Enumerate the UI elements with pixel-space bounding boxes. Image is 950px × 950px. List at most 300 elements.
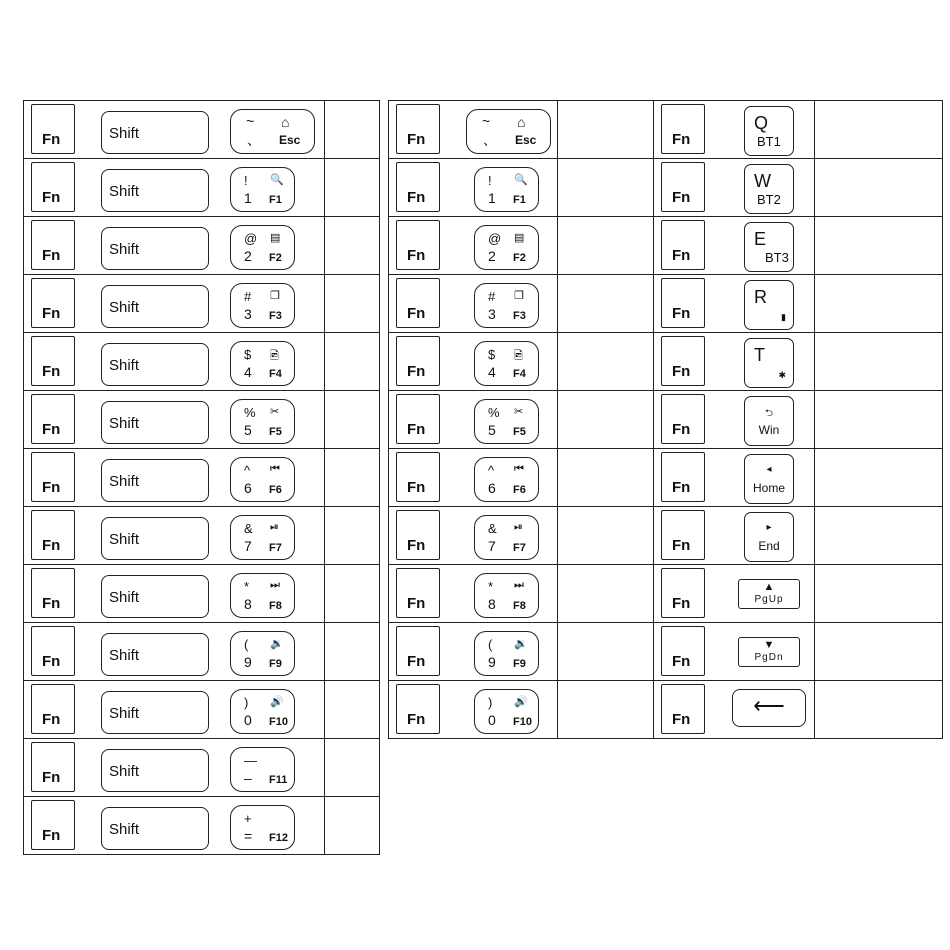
key-digit: 7 bbox=[488, 538, 496, 554]
result-cell bbox=[815, 681, 943, 739]
volume-down-icon: 🔉 bbox=[270, 638, 284, 650]
fn-label: Fn bbox=[42, 421, 61, 438]
page-down-key bbox=[738, 637, 800, 667]
fn-label: Fn bbox=[407, 363, 426, 380]
backtick-symbol: 、 bbox=[247, 132, 261, 148]
function-label: F5 bbox=[269, 426, 282, 438]
fn-key bbox=[31, 104, 75, 154]
fn-label: Fn bbox=[672, 421, 691, 438]
battery-icon: ▮ bbox=[781, 312, 786, 322]
select-all-icon: ▤ bbox=[514, 232, 525, 244]
combo-cell bbox=[654, 275, 815, 333]
left-combo-table bbox=[23, 100, 380, 855]
number-key-4 bbox=[230, 341, 295, 386]
win-label: Win bbox=[758, 423, 780, 437]
key-symbol: @ bbox=[244, 231, 258, 246]
key-letter: R bbox=[754, 287, 767, 307]
combo-cell bbox=[654, 449, 815, 507]
r-key bbox=[744, 280, 794, 330]
result-cell bbox=[325, 623, 380, 681]
result-cell bbox=[815, 101, 943, 159]
combo-cell bbox=[24, 507, 325, 565]
number-key-0 bbox=[474, 689, 539, 734]
combo-cell bbox=[24, 101, 325, 159]
right-combo-table bbox=[388, 100, 943, 739]
fn-label: Fn bbox=[407, 247, 426, 264]
key-symbol: ^ bbox=[488, 463, 495, 478]
combo-row bbox=[24, 391, 380, 449]
function-label: F9 bbox=[513, 658, 526, 670]
combo-row bbox=[389, 565, 943, 623]
key-symbol: ) bbox=[488, 695, 493, 710]
combo-cell bbox=[24, 449, 325, 507]
function-label: F3 bbox=[513, 310, 526, 322]
key-digit: 6 bbox=[244, 480, 252, 496]
function-label: F2 bbox=[269, 252, 282, 264]
number-key-5 bbox=[474, 399, 539, 444]
combo-cell bbox=[654, 159, 815, 217]
fn-key bbox=[661, 336, 705, 386]
key-letter: W bbox=[754, 171, 771, 191]
bt3-label: BT3 bbox=[765, 250, 789, 265]
t-key bbox=[744, 338, 794, 388]
shift-key bbox=[101, 691, 209, 734]
fn-label: Fn bbox=[407, 131, 426, 148]
fn-key bbox=[661, 452, 705, 502]
fn-key bbox=[31, 452, 75, 502]
function-label: F2 bbox=[513, 252, 526, 264]
combo-row bbox=[24, 333, 380, 391]
combo-cell bbox=[24, 565, 325, 623]
fn-label: Fn bbox=[407, 711, 426, 728]
result-cell bbox=[325, 391, 380, 449]
result-cell bbox=[325, 565, 380, 623]
right-arrow-icon: ▸ bbox=[766, 522, 772, 533]
combo-cell bbox=[24, 681, 325, 739]
combo-cell bbox=[24, 391, 325, 449]
shift-label: Shift bbox=[109, 705, 140, 722]
combo-cell bbox=[389, 101, 558, 159]
key-symbol: $ bbox=[244, 347, 252, 362]
key-symbol: ! bbox=[244, 173, 248, 188]
combo-row bbox=[24, 449, 380, 507]
combo-row bbox=[24, 159, 380, 217]
combo-row bbox=[389, 217, 943, 275]
result-cell bbox=[815, 565, 943, 623]
function-label: F1 bbox=[269, 194, 282, 206]
key-digit: 4 bbox=[244, 364, 252, 380]
result-cell bbox=[815, 275, 943, 333]
fn-key bbox=[31, 510, 75, 560]
combo-cell bbox=[654, 623, 815, 681]
result-cell bbox=[558, 623, 654, 681]
function-label: F6 bbox=[513, 484, 526, 496]
combo-cell bbox=[389, 681, 558, 739]
fn-key bbox=[31, 278, 75, 328]
key-letter: Q bbox=[754, 113, 769, 133]
combo-row bbox=[389, 391, 943, 449]
number-key-2 bbox=[474, 225, 539, 270]
combo-cell bbox=[654, 101, 815, 159]
number-key-0 bbox=[230, 689, 295, 734]
fn-label: Fn bbox=[407, 479, 426, 496]
shift-label: Shift bbox=[109, 183, 140, 200]
fn-key bbox=[661, 278, 705, 328]
result-cell bbox=[815, 507, 943, 565]
key-symbol: — bbox=[244, 753, 257, 768]
shift-key bbox=[101, 169, 209, 212]
home-icon: ⌂ bbox=[281, 114, 290, 130]
bluetooth-icon: ✱ bbox=[778, 370, 786, 380]
shift-key bbox=[101, 749, 209, 792]
result-cell bbox=[558, 507, 654, 565]
result-cell bbox=[815, 217, 943, 275]
fn-label: Fn bbox=[407, 421, 426, 438]
key-digit: 5 bbox=[488, 422, 496, 438]
shift-label: Shift bbox=[109, 647, 140, 664]
shift-key bbox=[101, 285, 209, 328]
key-letter: E bbox=[754, 229, 767, 249]
key-digit: 8 bbox=[244, 596, 252, 612]
fn-label: Fn bbox=[42, 363, 61, 380]
result-cell bbox=[325, 739, 380, 797]
number-key-7 bbox=[474, 515, 539, 560]
combo-cell bbox=[654, 217, 815, 275]
key-symbol: $ bbox=[488, 347, 496, 362]
combo-cell bbox=[389, 333, 558, 391]
function-label: F12 bbox=[269, 832, 288, 844]
key-digit: – bbox=[244, 770, 252, 786]
w-key bbox=[744, 164, 794, 214]
number-key-2 bbox=[230, 225, 295, 270]
fn-label: Fn bbox=[672, 595, 691, 612]
number-key-3 bbox=[474, 283, 539, 328]
fn-key bbox=[661, 626, 705, 676]
fn-label: Fn bbox=[407, 595, 426, 612]
fn-label: Fn bbox=[42, 131, 61, 148]
result-cell bbox=[558, 159, 654, 217]
volume-up-icon: 🔊 bbox=[270, 696, 284, 708]
key-symbol: ) bbox=[244, 695, 249, 710]
combo-row bbox=[24, 565, 380, 623]
shift-label: Shift bbox=[109, 241, 140, 258]
shift-key bbox=[101, 633, 209, 676]
key-symbol: # bbox=[488, 289, 496, 304]
result-cell bbox=[558, 217, 654, 275]
function-label: F8 bbox=[269, 600, 282, 612]
fn-label: Fn bbox=[42, 479, 61, 496]
esc-label: Esc bbox=[515, 133, 537, 147]
key-symbol: & bbox=[488, 521, 497, 536]
fn-key bbox=[396, 394, 440, 444]
function-label: F7 bbox=[269, 542, 282, 554]
fn-key bbox=[396, 278, 440, 328]
key-symbol: & bbox=[244, 521, 253, 536]
function-label: F1 bbox=[513, 194, 526, 206]
key-digit: 0 bbox=[488, 712, 496, 728]
fn-label: Fn bbox=[672, 189, 691, 206]
fn-label: Fn bbox=[672, 247, 691, 264]
function-label: F5 bbox=[513, 426, 526, 438]
shift-label: Shift bbox=[109, 531, 140, 548]
combo-cell bbox=[389, 623, 558, 681]
fn-key bbox=[396, 568, 440, 618]
function-label: F10 bbox=[513, 716, 532, 728]
combo-row bbox=[24, 797, 380, 855]
play-pause-icon: ⏯ bbox=[514, 521, 523, 533]
function-label: F6 bbox=[269, 484, 282, 496]
key-digit: 5 bbox=[244, 422, 252, 438]
key-symbol: ^ bbox=[244, 463, 251, 478]
fn-label: Fn bbox=[42, 247, 61, 264]
function-label: F9 bbox=[269, 658, 282, 670]
bt2-label: BT2 bbox=[757, 192, 781, 207]
combo-cell bbox=[389, 507, 558, 565]
shift-key bbox=[101, 401, 209, 444]
number-key-5 bbox=[230, 399, 295, 444]
key-symbol: ( bbox=[244, 637, 249, 652]
scissors-icon: ✂ bbox=[514, 406, 524, 418]
result-cell bbox=[815, 449, 943, 507]
combo-cell bbox=[24, 797, 325, 855]
result-cell bbox=[558, 101, 654, 159]
combo-cell bbox=[24, 217, 325, 275]
fn-label: Fn bbox=[42, 537, 61, 554]
end-label: End bbox=[758, 539, 780, 553]
next-track-icon: ⏭ bbox=[514, 579, 524, 591]
shift-key bbox=[101, 111, 209, 154]
result-cell bbox=[325, 507, 380, 565]
fn-label: Fn bbox=[672, 131, 691, 148]
function-label: F8 bbox=[513, 600, 526, 612]
combo-cell bbox=[24, 275, 325, 333]
key-symbol: % bbox=[244, 405, 256, 420]
combo-cell bbox=[654, 391, 815, 449]
home-icon: ⌂ bbox=[517, 114, 526, 130]
pgdn-label: PgDn bbox=[754, 652, 784, 663]
function-label: F4 bbox=[513, 368, 526, 380]
result-cell bbox=[558, 681, 654, 739]
number-key-9 bbox=[230, 631, 295, 676]
previous-track-icon: ⏮ bbox=[270, 463, 280, 475]
combo-cell bbox=[24, 333, 325, 391]
combo-row bbox=[24, 681, 380, 739]
result-cell bbox=[815, 623, 943, 681]
shift-label: Shift bbox=[109, 299, 140, 316]
result-cell bbox=[558, 391, 654, 449]
tilde-symbol: ~ bbox=[482, 113, 491, 129]
previous-track-icon: ⏮ bbox=[514, 463, 524, 475]
number-key-3 bbox=[230, 283, 295, 328]
result-cell bbox=[325, 275, 380, 333]
number-key-8 bbox=[230, 573, 295, 618]
up-arrow-icon: ▲ bbox=[763, 581, 775, 593]
tilde-symbol: ~ bbox=[246, 113, 255, 129]
fn-key bbox=[661, 684, 705, 734]
key-digit: 2 bbox=[244, 248, 252, 264]
function-label: F4 bbox=[269, 368, 282, 380]
shift-label: Shift bbox=[109, 589, 140, 606]
shift-key bbox=[101, 459, 209, 502]
key-digit: = bbox=[244, 828, 253, 844]
combo-row bbox=[24, 739, 380, 797]
number-key-1 bbox=[230, 167, 295, 212]
fn-label: Fn bbox=[672, 363, 691, 380]
q-key bbox=[744, 106, 794, 156]
result-cell bbox=[325, 333, 380, 391]
combo-row bbox=[24, 275, 380, 333]
result-cell bbox=[325, 101, 380, 159]
fn-key bbox=[31, 336, 75, 386]
fn-label: Fn bbox=[672, 479, 691, 496]
shift-key bbox=[101, 343, 209, 386]
shift-label: Shift bbox=[109, 357, 140, 374]
function-label: F3 bbox=[269, 310, 282, 322]
shift-label: Shift bbox=[109, 473, 140, 490]
result-cell bbox=[815, 159, 943, 217]
key-digit: 6 bbox=[488, 480, 496, 496]
key-digit: 0 bbox=[244, 712, 252, 728]
esc-key bbox=[466, 109, 551, 154]
search-icon: 🔍 bbox=[270, 174, 284, 186]
combo-row bbox=[389, 101, 943, 159]
pgup-label: PgUp bbox=[754, 594, 784, 605]
fn-label: Fn bbox=[407, 305, 426, 322]
fn-label: Fn bbox=[42, 827, 61, 844]
fn-key bbox=[396, 220, 440, 270]
combo-cell bbox=[24, 623, 325, 681]
key-digit: 1 bbox=[244, 190, 252, 206]
combo-row bbox=[389, 449, 943, 507]
bt1-label: BT1 bbox=[757, 134, 781, 149]
number-key-7 bbox=[230, 515, 295, 560]
return-arrow-icon: ⮌ bbox=[764, 408, 773, 419]
key-digit: 4 bbox=[488, 364, 496, 380]
shift-label: Shift bbox=[109, 821, 140, 838]
win-key bbox=[744, 396, 794, 446]
search-icon: 🔍 bbox=[514, 174, 528, 186]
backspace-arrow-icon: ⟵ bbox=[753, 693, 785, 718]
fn-label: Fn bbox=[672, 653, 691, 670]
play-pause-icon: ⏯ bbox=[270, 521, 279, 533]
combo-cell bbox=[389, 159, 558, 217]
fn-label: Fn bbox=[407, 537, 426, 554]
combo-cell bbox=[389, 449, 558, 507]
combo-cell bbox=[24, 739, 325, 797]
number-key-4 bbox=[474, 341, 539, 386]
key-symbol: * bbox=[488, 579, 494, 594]
fn-key bbox=[31, 162, 75, 212]
equals-key bbox=[230, 805, 295, 850]
fn-label: Fn bbox=[672, 711, 691, 728]
key-digit: 3 bbox=[488, 306, 496, 322]
combo-row bbox=[389, 333, 943, 391]
key-symbol: ( bbox=[488, 637, 493, 652]
page-up-key bbox=[738, 579, 800, 609]
fn-label: Fn bbox=[672, 537, 691, 554]
number-key-8 bbox=[474, 573, 539, 618]
fn-key bbox=[31, 742, 75, 792]
key-symbol: * bbox=[244, 579, 250, 594]
esc-label: Esc bbox=[279, 133, 301, 147]
fn-label: Fn bbox=[407, 189, 426, 206]
fn-label: Fn bbox=[42, 711, 61, 728]
fn-label: Fn bbox=[42, 769, 61, 786]
combo-row bbox=[24, 101, 380, 159]
backtick-symbol: 、 bbox=[483, 132, 497, 148]
key-symbol: + bbox=[244, 811, 252, 826]
key-digit: 7 bbox=[244, 538, 252, 554]
number-key-6 bbox=[230, 457, 295, 502]
fn-label: Fn bbox=[42, 653, 61, 670]
key-digit: 9 bbox=[244, 654, 252, 670]
fn-key bbox=[396, 684, 440, 734]
fn-key bbox=[31, 568, 75, 618]
fn-label: Fn bbox=[42, 189, 61, 206]
combo-cell bbox=[24, 159, 325, 217]
fn-key bbox=[31, 220, 75, 270]
result-cell bbox=[815, 333, 943, 391]
fn-key bbox=[396, 452, 440, 502]
e-key bbox=[744, 222, 794, 272]
combo-row bbox=[389, 623, 943, 681]
key-digit: 8 bbox=[488, 596, 496, 612]
fn-label: Fn bbox=[42, 595, 61, 612]
combo-cell bbox=[654, 681, 815, 739]
shift-key bbox=[101, 227, 209, 270]
result-cell bbox=[558, 333, 654, 391]
minus-key bbox=[230, 747, 295, 792]
home-label: Home bbox=[752, 481, 785, 495]
copy-icon: ❐ bbox=[514, 290, 524, 302]
fn-key bbox=[661, 162, 705, 212]
result-cell bbox=[558, 565, 654, 623]
shift-label: Shift bbox=[109, 415, 140, 432]
result-cell bbox=[815, 391, 943, 449]
combo-row bbox=[389, 159, 943, 217]
result-cell bbox=[325, 217, 380, 275]
fn-key bbox=[661, 220, 705, 270]
shift-key bbox=[101, 575, 209, 618]
fn-key bbox=[396, 162, 440, 212]
backspace-key bbox=[732, 689, 806, 727]
function-label: F11 bbox=[269, 774, 288, 786]
fn-label: Fn bbox=[42, 305, 61, 322]
down-arrow-icon: ▼ bbox=[763, 639, 775, 651]
fn-key bbox=[396, 626, 440, 676]
combo-row bbox=[389, 681, 943, 739]
fn-key bbox=[661, 568, 705, 618]
key-digit: 1 bbox=[488, 190, 496, 206]
key-letter: T bbox=[754, 345, 765, 365]
combo-row bbox=[24, 217, 380, 275]
shift-key bbox=[101, 807, 209, 850]
combo-cell bbox=[654, 507, 815, 565]
shift-label: Shift bbox=[109, 125, 140, 142]
fn-key bbox=[31, 626, 75, 676]
combo-cell bbox=[654, 333, 815, 391]
number-key-6 bbox=[474, 457, 539, 502]
result-cell bbox=[325, 797, 380, 855]
paste-icon: 🖻 bbox=[270, 350, 279, 362]
fn-key bbox=[396, 510, 440, 560]
combo-cell bbox=[389, 217, 558, 275]
result-cell bbox=[325, 159, 380, 217]
home-key bbox=[744, 454, 794, 504]
scissors-icon: ✂ bbox=[270, 406, 280, 418]
fn-key bbox=[396, 336, 440, 386]
select-all-icon: ▤ bbox=[270, 232, 281, 244]
